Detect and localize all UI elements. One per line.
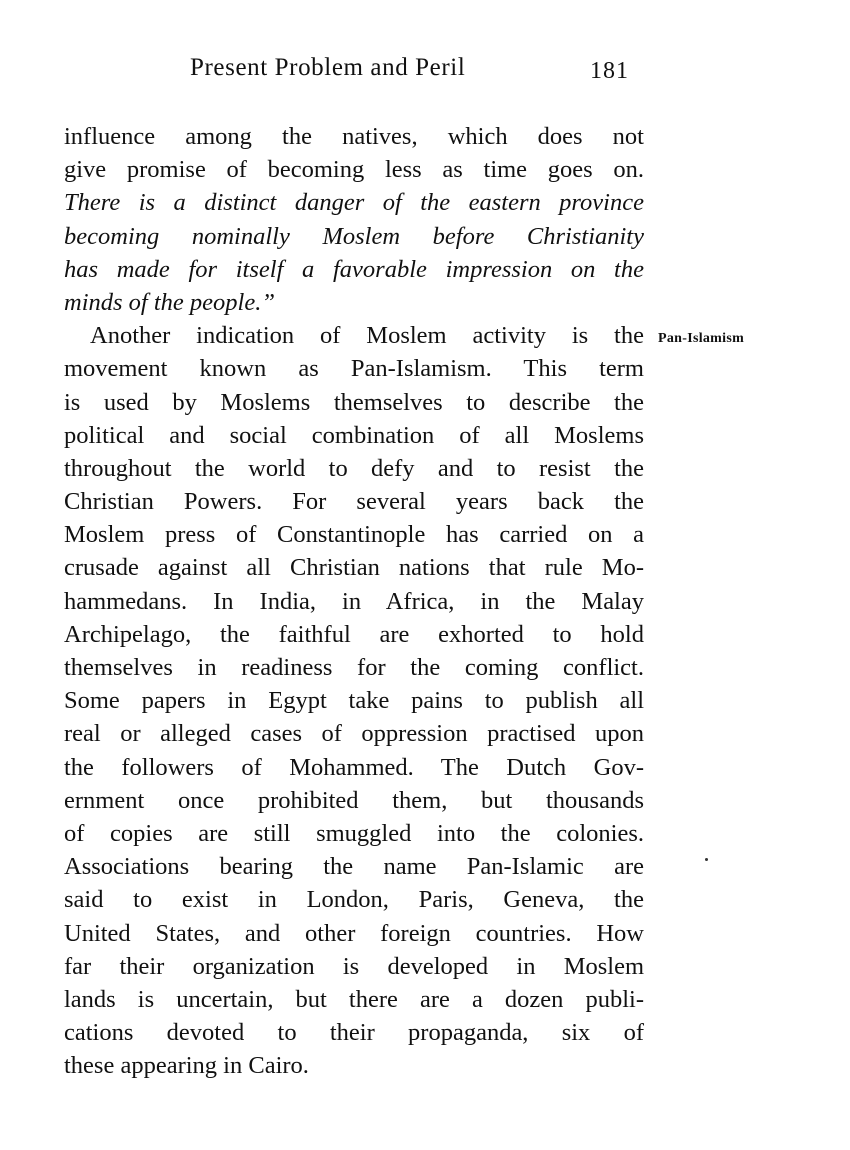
text-line: ernment once prohibited them, but thousands bbox=[64, 786, 644, 814]
ink-speck bbox=[705, 858, 708, 861]
text-line: give promise of becoming less as time goes on. bbox=[64, 156, 644, 184]
text-line: United States, and other foreign countries. How bbox=[64, 919, 644, 947]
text-line: far their organization is developed in Moslem bbox=[64, 952, 644, 980]
text-line: becoming nominally Moslem before Christianity bbox=[64, 222, 644, 250]
text-line: said to exist in London, Paris, Geneva, the bbox=[64, 886, 644, 914]
text-line: There is a distinct danger of the eastern province bbox=[64, 189, 644, 217]
text-line: Associations bearing the name Pan-Islamic are bbox=[64, 853, 644, 881]
text-line: crusade against all Christian nations that rule Mo- bbox=[64, 554, 644, 582]
text-line: movement known as Pan-Islamism. This term bbox=[64, 355, 644, 383]
text-line: throughout the world to defy and to resist the bbox=[64, 454, 644, 482]
page-number: 181 bbox=[590, 58, 629, 84]
marginal-note: Pan-Islamism bbox=[658, 331, 745, 346]
text-line: Christian Powers. For several years back the bbox=[64, 488, 644, 516]
text-line: cations devoted to their propaganda, six of bbox=[64, 1019, 644, 1047]
text-line: influence among the natives, which does not bbox=[64, 123, 644, 150]
text-line: the followers of Mohammed. The Dutch Gov- bbox=[64, 753, 644, 781]
text-line: has made for itself a favorable impression on the bbox=[64, 255, 644, 283]
text-line: Moslem press of Constantinople has carried on a bbox=[64, 521, 644, 549]
text-line: Archipelago, the faithful are exhorted to hold bbox=[64, 620, 644, 648]
text-line: minds of the people.” bbox=[64, 288, 275, 316]
text-line: of copies are still smuggled into the colonies. bbox=[64, 819, 644, 847]
body-text bbox=[64, 120, 644, 1082]
text-line: hammedans. In India, in Africa, in the Malay bbox=[64, 587, 644, 615]
text-line: lands is uncertain, but there are a dozen publi- bbox=[64, 985, 644, 1013]
text-line: these appearing in Cairo. bbox=[64, 1052, 309, 1080]
text-line: real or alleged cases of oppression practised upon bbox=[64, 720, 644, 748]
text-line: is used by Moslems themselves to describe the bbox=[64, 388, 644, 416]
text-line: Some papers in Egypt take pains to publish all bbox=[64, 687, 644, 715]
text-line: political and social combination of all Moslems bbox=[64, 421, 644, 449]
text-line: Another indication of Moslem activity is the bbox=[90, 322, 644, 350]
text-line: themselves in readiness for the coming conflict. bbox=[64, 654, 644, 681]
running-head: Present Problem and Peril bbox=[190, 54, 466, 81]
